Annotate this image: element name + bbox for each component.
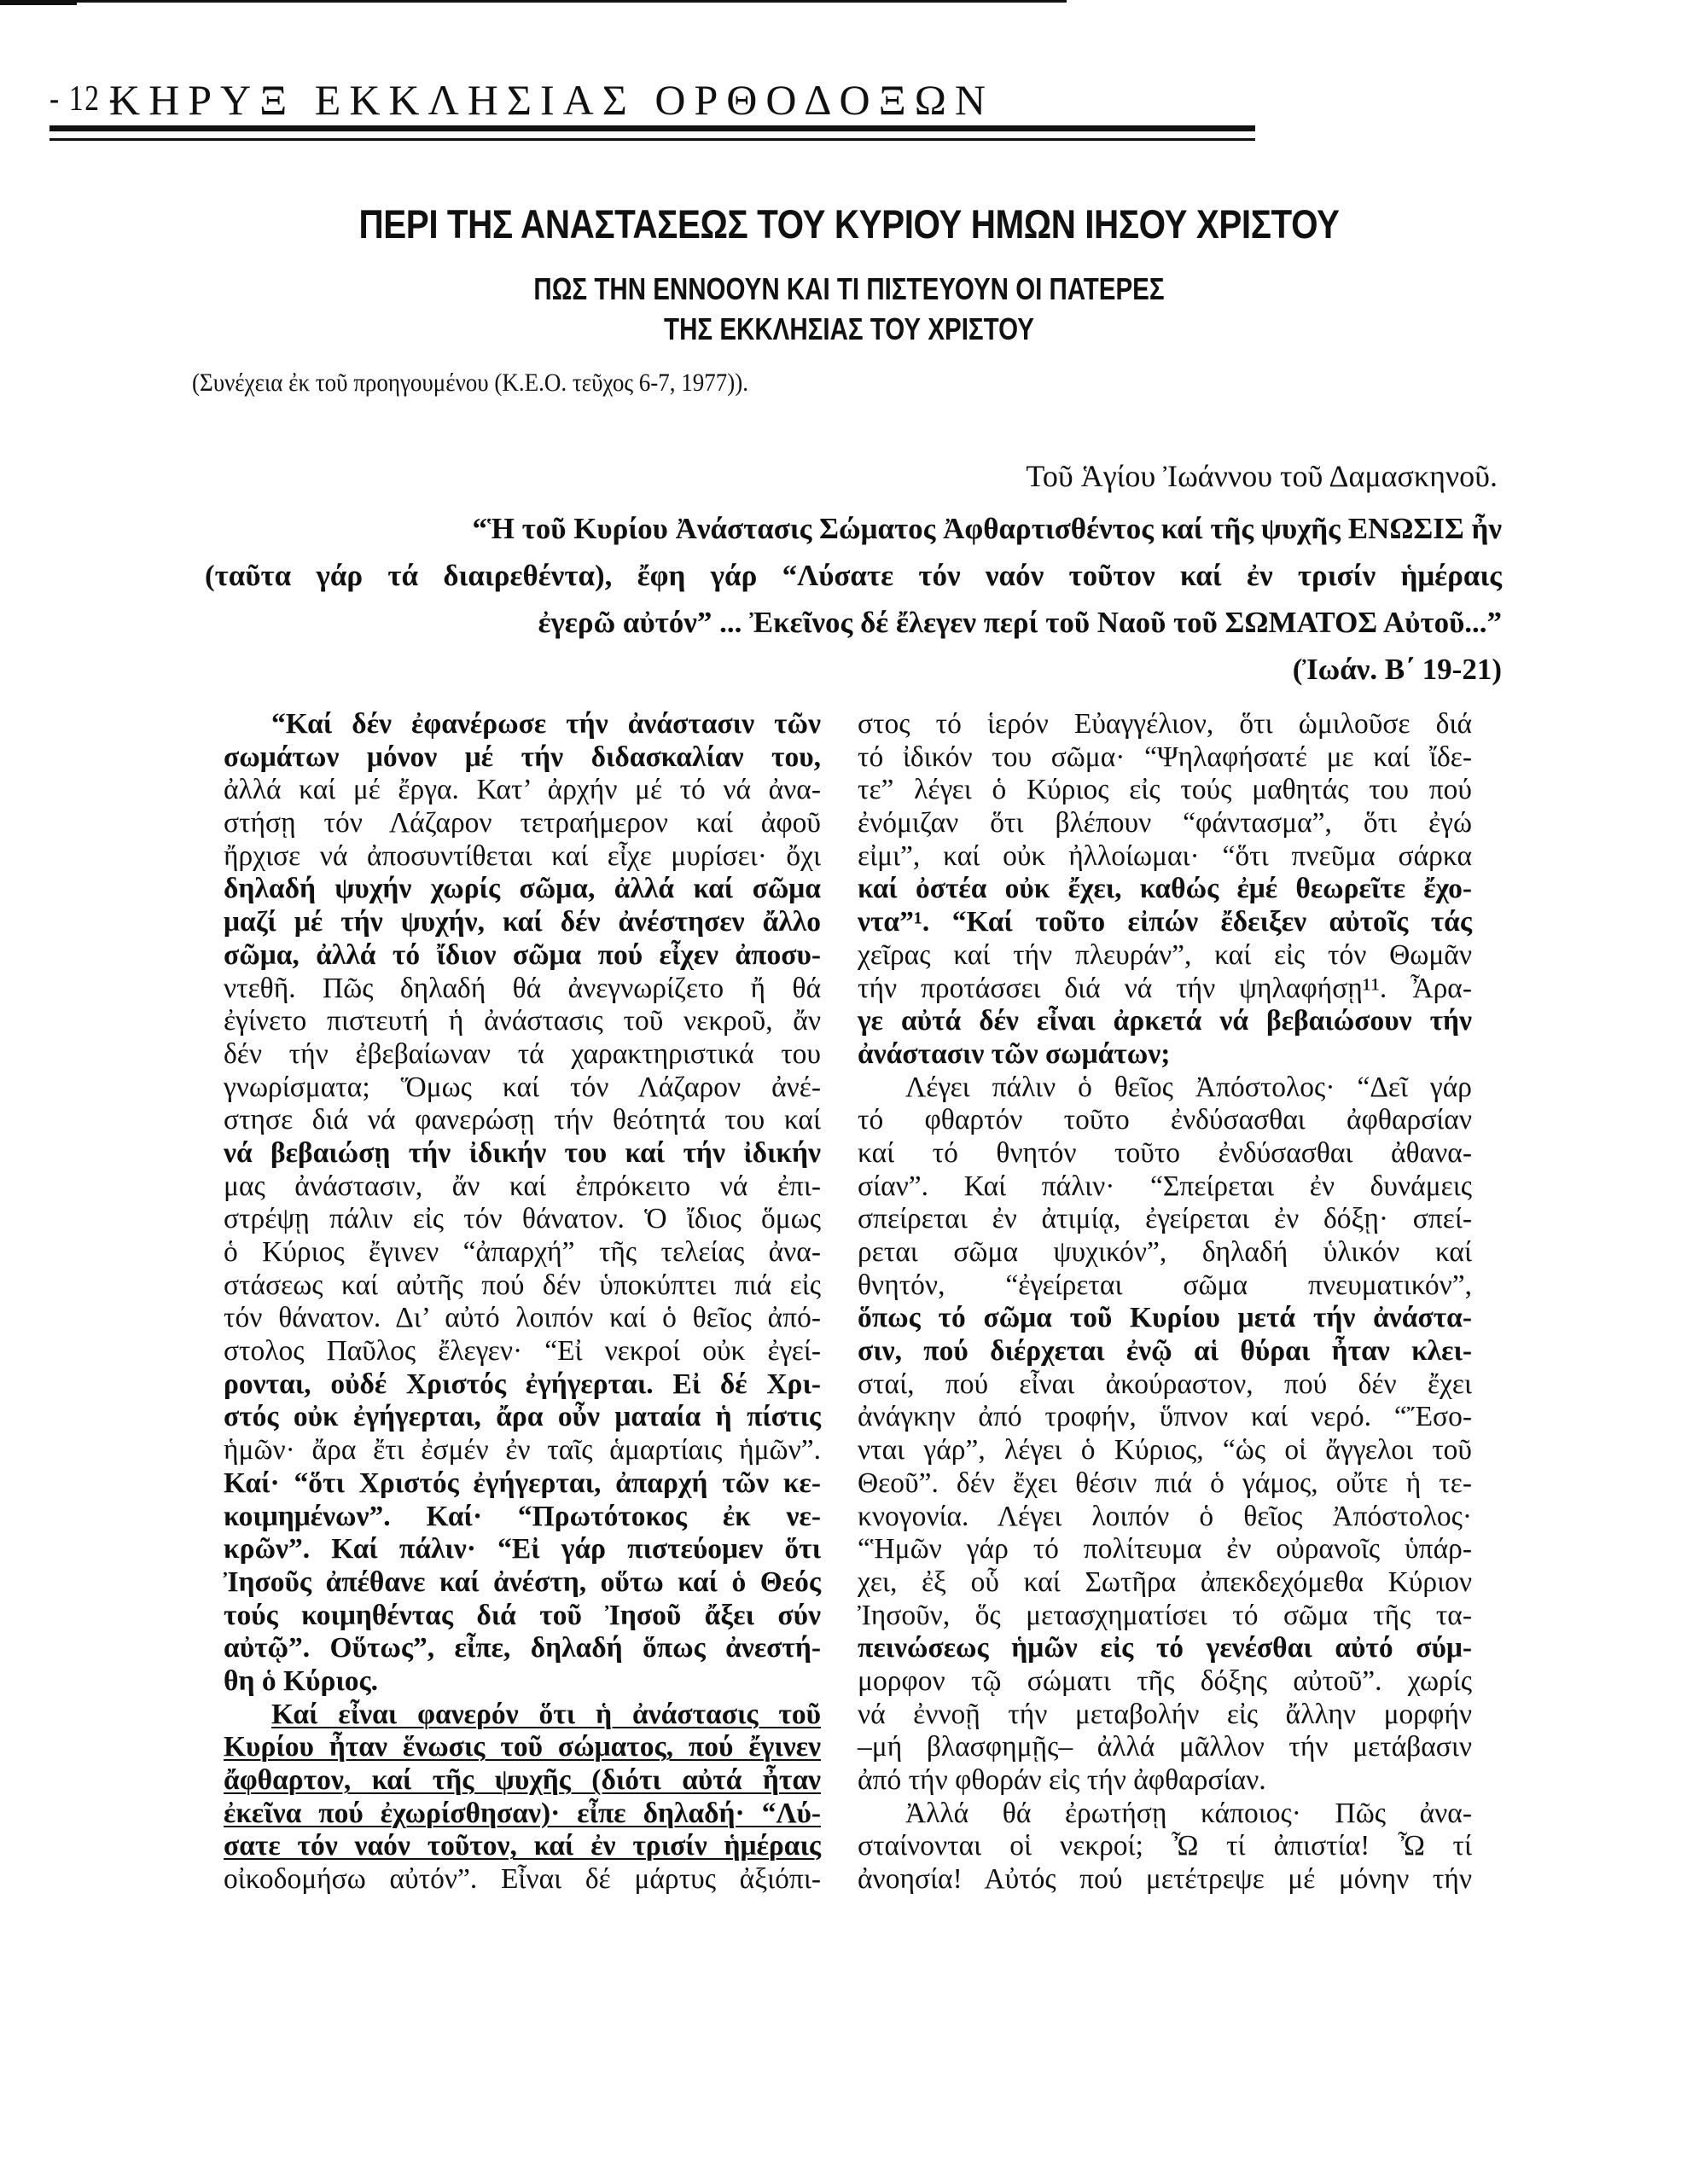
text-line <box>858 1005 1472 1038</box>
text-line <box>224 1764 821 1798</box>
bold-text: νά βεβαιώσῃ τήν ἰδικήν του καί τήν ἰδικήν <box>224 1136 821 1169</box>
underlined-text: Κυρίου ἦταν ἕνωσις τοῦ σώματος, πού ἔγινεν <box>224 1731 821 1763</box>
article-subtitle-line2: ΤΗΣ ΕΚΚΛΗΣΙΑΣ ΤΟΥ ΧΡΙΣΤΟΥ <box>664 311 1034 346</box>
article-subtitle-line1: ΠΩΣ ΤΗΝ ΕΝΝΟΟΥΝ ΚΑΙ ΤΙ ΠΙΣΤΕΥΟΥΝ ΟΙ ΠΑΤΕΡΕΣ <box>533 271 1165 306</box>
bold-text: “Καί δέν ἐφανέρωσε τήν ἀνάστασιν τῶν <box>271 708 821 740</box>
text-line: Θεοῦ”. δέν ἔχει θέσιν πιά ὁ γάμος, οὔτε ἡ τε- <box>858 1467 1472 1499</box>
bold-text: μαζί μέ τήν ψυχήν, καί δέν ἀνέστησεν ἄλλο <box>224 906 821 938</box>
epigraph-quote <box>205 505 1502 693</box>
bold-text: καί ὀστέα οὐκ ἔχει, καθώς ἐμέ θεωρεῖτε ἔχο- <box>858 873 1472 905</box>
text-line: ἀνάγκην ἀπό τροφήν, ὕπνον καί νερό. “Ἔσο- <box>858 1401 1472 1433</box>
bold-text: κοιμημένων”. Καί· “Πρωτότοκος ἐκ νε- <box>224 1500 821 1532</box>
magazine-title: ΚΗΡΥΞ ΕΚΚΛΗΣΙΑΣ ΟΡΘΟΔΟΞΩΝ <box>109 76 995 124</box>
bold-text: ρονται, οὐδέ Χριστός ἐγήγερται. Εἰ δέ Χρι- <box>224 1368 821 1400</box>
continuation-note: (Συνέχεια ἐκ τοῦ προηγουμένου (Κ.Ε.Ο. τεῦχος 6-7, 1977)). <box>192 369 749 397</box>
bold-text: δηλαδή ψυχήν χωρίς σῶμα, ἀλλά καί σῶμα <box>224 873 821 905</box>
text-line: κνογονία. Λέγει λοιπόν ὁ θεῖος Ἀπόστολος· <box>858 1500 1472 1532</box>
text-line <box>224 1401 821 1434</box>
text-line <box>224 1137 821 1170</box>
text-line: Ἀλλά θά ἐρωτήσῃ κάποιος· Πῶς ἀνα- <box>905 1797 1472 1829</box>
text-line: γνωρίσματα; Ὅμως καί τόν Λάζαρον ἀνέ- <box>224 1071 821 1103</box>
text-line <box>858 873 1472 906</box>
bold-text: σιν, πού διέρχεται ἐνῷ αἱ θύραι ἦταν κλει- <box>858 1335 1472 1368</box>
epigraph-line: ἐγερῶ αὐτόν” ... Ἐκεῖνος δέ ἔλεγεν περί τοῦ Ναοῦ τοῦ ΣΩΜΑΤΟΣ Αὐτοῦ...” <box>538 606 1502 639</box>
text-line: στήσῃ τόν Λάζαρον τετραήμερον καί ἀφοῦ <box>224 807 821 839</box>
text-line <box>224 1731 821 1764</box>
bold-text: ἀνάστασιν τῶν σωμάτων; <box>858 1037 1171 1070</box>
text-line: ἀπό τήν φθοράν εἰς τήν ἀφθαρσίαν. <box>858 1764 1266 1796</box>
text-line: τήν προτάσσει διά νά τήν ψηλαφήσῃ¹¹. Ἆρα- <box>858 972 1472 1004</box>
bold-text: στός οὐκ ἐγήγερται, ἄρα οὖν ματαία ἡ πίστις <box>224 1401 821 1433</box>
text-line <box>858 1038 1472 1072</box>
text-line: νται γάρ”, λέγει ὁ Κύριος, “ὡς οἱ ἄγγελοι τοῦ <box>858 1434 1472 1467</box>
text-line <box>224 1600 821 1633</box>
bold-text: Καί· “ὅτι Χριστός ἐγήγερται, ἀπαρχή τῶν κε- <box>224 1467 821 1499</box>
text-line <box>224 906 821 939</box>
bold-text: ντα”¹. “Καί τοῦτο εἰπών ἔδειξεν αὐτοῖς τάς <box>858 906 1472 938</box>
text-line: ἡμῶν· ἄρα ἔτι ἐσμέν ἐν ταῖς ἁμαρτίαις ἡμῶν”. <box>224 1434 821 1467</box>
text-line <box>224 1566 821 1600</box>
text-line: τε” λέγει ὁ Κύριος εἰς τούς μαθητάς του πού <box>858 774 1472 806</box>
epigraph-author: Τοῦ Ἁγίου Ἰωάννου τοῦ Δαμασκηνοῦ. <box>1026 459 1498 493</box>
text-line: δέν τήν ἐβεβαίωναν τά χαρακτηριστικά του <box>224 1037 821 1070</box>
text-line: εἰμι”, καί οὐκ ἠλλοίωμαι· “ὅτι πνεῦμα σάρκα <box>858 839 1472 872</box>
text-line: σταί, πού εἶναι ἀκούραστον, πού δέν ἔχει <box>858 1368 1472 1400</box>
text-line: οἰκοδομήσω αὐτόν”. Εἶναι δέ μάρτυς ἀξιόπι- <box>224 1863 821 1896</box>
bold-text: σωμάτων μόνον μέ τήν διδασκαλίαν του, <box>224 741 821 773</box>
text-line: χεῖρας καί τήν πλευράν”, καί εἰς τόν Θωμᾶν <box>858 938 1472 971</box>
text-line <box>224 873 821 906</box>
text-line <box>858 1335 1472 1368</box>
text-line: Ἰησοῦν, ὅς μετασχηματίσει τό σῶμα τῆς τα- <box>858 1599 1472 1631</box>
text-line: στολος Παῦλος ἔλεγεν· “Εἰ νεκροί οὐκ ἐγεί- <box>224 1335 821 1368</box>
text-line <box>224 1501 821 1534</box>
text-line: σίαν”. Καί πάλιν· “Σπείρεται ἐν δυνάμεις <box>858 1170 1472 1202</box>
text-line: ἤρχισε νά ἀποσυντίθεται καί εἶχε μυρίσει· ὄχι <box>224 839 821 872</box>
bold-text: σῶμα, ἀλλά τό ἴδιον σῶμα πού εἶχεν ἀποσυ- <box>224 938 821 971</box>
underlined-text: ἄφθαρτον, καί τῆς ψυχῆς (διότι αὐτά ἦταν <box>224 1764 821 1796</box>
bold-text: Ἰησοῦς ἀπέθανε καί ἀνέστη, οὕτω καί ὁ Θεός <box>224 1565 821 1598</box>
bold-text: αὐτῷ”. Οὕτως”, εἶπε, δηλαδή ὅπως ἀνεστή- <box>224 1632 821 1664</box>
text-line <box>224 1632 821 1665</box>
text-line: σταίνονται οἱ νεκροί; Ὦ τί ἀπιστία! Ὦ τί <box>858 1830 1472 1862</box>
epigraph-line: “Ἡ τοῦ Κυρίου Ἀνάστασις Σώματος Ἀφθαρτισθέντος καί τῆς ψυχῆς ΕΝΩΣΙΣ ἦν <box>472 512 1502 545</box>
underlined-text: Καί εἶναι φανερόν ὅτι ἡ ἀνάστασις τοῦ <box>271 1698 821 1730</box>
text-line <box>224 741 821 775</box>
text-line <box>224 1665 821 1699</box>
text-line <box>224 1699 821 1732</box>
text-line: καί τό θνητόν τοῦτο ἐνδύσασθαι ἀθανα- <box>858 1136 1472 1169</box>
text-line <box>858 1632 1472 1665</box>
text-line <box>224 939 821 973</box>
text-line <box>858 906 1472 939</box>
text-line <box>224 1830 821 1863</box>
text-line <box>224 1533 821 1566</box>
text-line: “Ἡμῶν γάρ τό πολίτευμα ἐν οὐρανοῖς ὑπάρ- <box>858 1533 1472 1565</box>
bold-text: πεινώσεως ἡμῶν εἰς τό γενέσθαι αὐτό σύμ- <box>858 1632 1472 1664</box>
bold-text: κρῶν”. Καί πάλιν· “Εἰ γάρ πιστεύομεν ὅτι <box>224 1533 821 1565</box>
text-line: Λέγει πάλιν ὁ θεῖος Ἀπόστολος· “Δεῖ γάρ <box>905 1071 1472 1103</box>
text-line: –μή βλασφημῇς– ἀλλά μᾶλλον τήν μετάβασιν <box>858 1731 1472 1763</box>
epigraph-line: (ταῦτα γάρ τά διαιρεθέντα), ἔφη γάρ “Λύσατε τόν ναόν τοῦτον καί ἐν τρισίν ἡμέραις <box>205 559 1502 592</box>
text-line: τό ἰδικόν του σῶμα· “Ψηλαφήσατέ με καί ἴδε- <box>858 741 1472 773</box>
header-rule-thick <box>49 125 1255 131</box>
text-line: ἐγίνετο πιστευτή ἡ ἀνάστασις τοῦ νεκροῦ, ἄν <box>224 1005 821 1037</box>
text-line: στάσεως καί αὐτῆς πού δέν ὑποκύπτει πιά εἰς <box>224 1269 821 1301</box>
text-line: χει, ἐξ οὗ καί Σωτῆρα ἀπεκδεχόμεθα Κύριον <box>858 1565 1472 1598</box>
left-column <box>224 708 821 1896</box>
text-line: ὁ Κύριος ἔγινεν “ἀπαρχή” τῆς τελείας ἀνα- <box>224 1236 821 1268</box>
page-number: - 12 - <box>49 79 120 119</box>
underlined-text: σατε τόν ναόν τοῦτον, καί ἐν τρισίν ἡμέραις <box>224 1830 821 1862</box>
bold-text: ὅπως τό σῶμα τοῦ Κυρίου μετά τήν ἀνάστα- <box>858 1302 1472 1334</box>
right-column <box>858 708 1472 1896</box>
text-line: θνητόν, “ἐγείρεται σῶμα πνευματικόν”, <box>858 1269 1472 1301</box>
bold-text: γε αὐτά δέν εἶναι ἀρκετά νά βεβαιώσουν τήν <box>858 1005 1472 1037</box>
scan-edge-artifact <box>0 0 1067 3</box>
text-line: τό φθαρτόν τοῦτο ἐνδύσασθαι ἀφθαρσίαν <box>858 1104 1472 1136</box>
underlined-text: ἐκεῖνα πού ἐχωρίσθησαν)· εἶπε δηλαδή· “Λύ- <box>224 1797 821 1829</box>
text-line: σπείρεται ἐν ἀτιμίᾳ, ἐγείρεται ἐν δόξῃ· σπεί- <box>858 1203 1472 1235</box>
text-line: στρέψῃ πάλιν εἰς τόν θάνατον. Ὁ ἴδιος ὅμως <box>224 1203 821 1235</box>
text-line: τόν θάνατον. Δι’ αὐτό λοιπόν καί ὁ θεῖος ἀπό- <box>224 1302 821 1334</box>
text-line <box>224 1368 821 1402</box>
text-line: ντεθῆ. Πῶς δηλαδή θά ἀνεγνωρίζετο ἤ θά <box>224 972 821 1004</box>
text-line: στησε διά νά φανερώσῃ τήν θεότητά του καί <box>224 1104 821 1136</box>
text-line <box>224 1467 821 1501</box>
text-line: ρεται σῶμα ψυχικόν”, δηλαδή ὑλικόν καί <box>858 1236 1472 1268</box>
text-line: στος τό ἱερόν Εὐαγγέλιον, ὅτι ὡμιλοῦσε διά <box>858 708 1472 740</box>
header-rule-thin <box>49 138 1255 141</box>
scan-edge-artifact-left <box>0 0 77 5</box>
text-line: ἐνόμιζαν ὅτι βλέπουν “φάντασμα”, ὅτι ἐγώ <box>858 807 1472 839</box>
text-line: ἀλλά καί μέ ἔργα. Κατ’ ἀρχήν μέ τό νά ἀνα- <box>224 774 821 806</box>
bold-text: θη ὁ Κύριος. <box>224 1664 379 1697</box>
text-line <box>858 1302 1472 1335</box>
text-line: μορφον τῷ σώματι τῆς δόξης αὐτοῦ”. χωρίς <box>858 1664 1472 1697</box>
text-line <box>224 1798 821 1831</box>
text-line: ἀνοησία! Αὐτός πού μετέτρεψε μέ μόνην τήν <box>858 1863 1472 1896</box>
text-line: μας ἀνάστασιν, ἄν καί ἐπρόκειτο νά ἐπι- <box>224 1170 821 1202</box>
bold-text: τούς κοιμηθέντας διά τοῦ Ἰησοῦ ἄξει σύν <box>224 1599 821 1631</box>
article-title: ΠΕΡΙ ΤΗΣ ΑΝΑΣΤΑΣΕΩΣ ΤΟΥ ΚΥΡΙΟΥ ΗΜΩΝ ΙΗΣΟΥ ΧΡΙΣΤΟΥ <box>358 201 1340 247</box>
text-line: νά ἐννοῇ τήν μεταβολήν εἰς ἄλλην μορφήν <box>858 1698 1472 1730</box>
epigraph-reference: (Ἰωάν. Β΄ 19-21) <box>1292 653 1502 686</box>
text-line <box>224 708 821 741</box>
